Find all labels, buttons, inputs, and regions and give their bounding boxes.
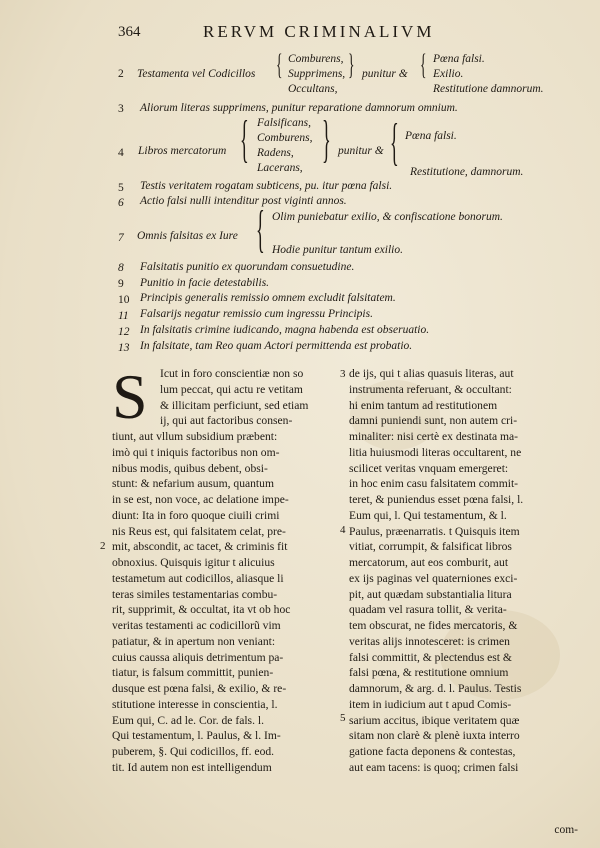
text-line: ij, qui aut factoribus consen- xyxy=(160,414,293,428)
summary-text: In falsitate, tam Reo quam Actori permittenda est probatio. xyxy=(140,340,413,352)
summary-text: Punitio in facie detestabilis. xyxy=(140,277,270,289)
text-line: teret, & puniendus esset pœna falsi, l. xyxy=(349,493,524,506)
text-line: pit, aut quædam substantialia litura xyxy=(349,587,512,601)
summary-penalty: Restitutione, damnorum. xyxy=(410,166,524,178)
summary-penalty: Exilio. xyxy=(433,68,464,80)
summary-verb: Falsificans, xyxy=(257,117,311,129)
summary-penalty: Pœna falsi. xyxy=(433,53,485,65)
summary-number: 3 xyxy=(118,103,124,115)
summary-number: 13 xyxy=(118,342,130,354)
text-line: damni puniendi sunt, non autem cri- xyxy=(349,414,518,428)
text-line: veritas alijs innotesceret: is crimen xyxy=(349,634,510,648)
summary-number: 11 xyxy=(118,310,129,322)
text-line: damnorum, & arg. d. l. Paulus. Testis xyxy=(349,682,522,695)
summary-verb: Comburens, xyxy=(257,132,313,144)
summary-lead: Omnis falsitas ex Iure xyxy=(137,230,238,242)
left-column xyxy=(160,366,340,429)
summary-branch: Olim puniebatur exilio, & confiscatione bonorum. xyxy=(272,211,503,223)
text-line: falsi committit, & plectendus est & xyxy=(349,650,512,664)
text-line: in se est, non voce, ac delatione impe- xyxy=(112,493,289,506)
summary-verb: Comburens, xyxy=(288,53,344,65)
text-line: patiatur, & in apertum non veniant: xyxy=(112,634,276,648)
text-line: mit, abscondit, ac tacet, & criminis fit xyxy=(112,540,288,554)
text-line: Eum qui, l. Qui testamentum, & l. xyxy=(349,508,507,522)
brace-icon: { xyxy=(276,48,283,81)
text-line: veritas testamenti ac codicillorũ vim xyxy=(112,619,281,632)
text-line: nibus modis, quibus debent, obsi- xyxy=(112,461,268,475)
text-line: diunt: Ita in foro quoque ciuili crimi xyxy=(112,508,280,522)
summary-text: Falsarijs negatur remissio cum ingressu Principis. xyxy=(140,308,373,320)
text-line: instrumenta referuant, & occultant: xyxy=(349,382,512,396)
summary-text: Actio falsi nulli intenditur post viginti annos. xyxy=(140,195,347,207)
running-title: RERVM CRIMINALIVM xyxy=(203,22,435,41)
summary-text: Principis generalis remissio omnem excludit falsitatem. xyxy=(140,292,396,304)
text-line: sitam non clarè & plenè iuxta interro xyxy=(349,729,520,743)
summary-number: 2 xyxy=(118,68,124,80)
text-line: sarium accitus, ibique veritatem quæ xyxy=(349,713,520,727)
text-line: quadam vel rasura tollit, & verita- xyxy=(349,603,507,617)
text-line: stitutione interesse in conscientia, l. xyxy=(112,697,278,711)
text-line: gatione facta deponens & contestas, xyxy=(349,745,516,758)
margin-number: 5 xyxy=(340,712,346,724)
summary-text: Falsitatis punitio ex quorundam consuetudine. xyxy=(140,261,355,273)
summary-verb: Supprimens, xyxy=(288,68,346,80)
drop-capital: S xyxy=(112,361,148,432)
summary-number: 6 xyxy=(118,197,124,209)
text-line: rit, supprimit, & occultat, ita vt ob hoc xyxy=(112,603,291,617)
summary-verb: Occultans, xyxy=(288,83,338,95)
margin-number: 2 xyxy=(100,540,106,552)
page-number: 364 xyxy=(118,24,141,40)
text-line: & illicitam perficiunt, sed etiam xyxy=(160,398,309,412)
text-line: minaliter: nisi certè ex destinata ma- xyxy=(349,430,519,443)
summary-number: 10 xyxy=(118,294,130,306)
brace-icon: } xyxy=(322,111,331,168)
summary-lead: Testamenta vel Codicillos xyxy=(137,68,256,80)
text-line: obnoxius. Quisquis igitur t alicuius xyxy=(112,556,275,569)
summary-penalty: Pœna falsi. xyxy=(405,130,457,142)
catchword: com- xyxy=(554,824,578,836)
text-line: nis Reus est, qui falsitatem celat, pre- xyxy=(112,524,286,538)
text-line: mercatorum, aut eos comburit, aut xyxy=(349,556,509,569)
summary-mid: punitur & xyxy=(338,145,384,157)
text-line: aut eam tacens: is quoq; crimen falsi xyxy=(349,760,519,774)
text-line: Icut in foro conscientiæ non so xyxy=(160,367,304,380)
summary-number: 7 xyxy=(118,232,124,244)
summary-number: 5 xyxy=(118,182,124,194)
text-line: teras similes testamentarias combu- xyxy=(112,587,278,601)
summary-penalty: Restitutione damnorum. xyxy=(433,83,544,95)
summary-text: Testis veritatem rogatam subticens, pu. itur pœna falsi. xyxy=(140,180,393,192)
summary-mid: punitur & xyxy=(362,68,408,80)
margin-number: 3 xyxy=(340,368,346,380)
summary-number: 8 xyxy=(118,262,124,274)
text-line: litia huiusmodi literas occultarent, ne xyxy=(349,445,522,459)
text-line: in hoc enim casu falsitatem commit- xyxy=(349,477,519,491)
text-line: imò qui t iniquis factoribus non om- xyxy=(112,445,280,459)
brace-icon: { xyxy=(256,201,265,258)
brace-icon: } xyxy=(348,48,355,81)
text-line: testametum aut codicillos, aliasque li xyxy=(112,571,284,585)
brace-icon: { xyxy=(420,48,427,81)
summary-number: 4 xyxy=(118,147,124,159)
text-line: stunt: & nefarium ausum, quantum xyxy=(112,477,274,491)
text-line: Paulus, præenarratis. t Quisquis item xyxy=(349,524,520,538)
text-line: cuius caussa aliquis detrimentum pa- xyxy=(112,650,284,664)
text-line: falsi pœna, & restitutione omnium xyxy=(349,666,509,680)
text-line: tem obscurat, ne fides mercatoris, & xyxy=(349,619,518,632)
text-line: vitiat, corrumpit, & falsificat libros xyxy=(349,540,512,554)
summary-number: 12 xyxy=(118,326,130,338)
summary-lead: Libros mercatorum xyxy=(138,145,227,157)
text-line: Qui testamentum, l. Paulus, & l. Im- xyxy=(112,729,281,743)
text-line: hi enim tantum ad restitutionem xyxy=(349,398,498,412)
left-column-cont xyxy=(112,429,340,776)
summary-verb: Lacerans, xyxy=(257,162,303,174)
summary-number: 9 xyxy=(118,278,124,290)
text-line: puberem, §. Qui codicillos, ff. eod. xyxy=(112,745,275,758)
right-column xyxy=(349,366,579,776)
summary-text: In falsitatis crimine iudicando, magna habenda est obseruatio. xyxy=(140,324,430,336)
text-line: tiunt, aut vllum subsidium præbent: xyxy=(112,430,278,443)
text-line: ex ijs paginas vel quaterniones exci- xyxy=(349,571,518,585)
text-line: tiatur, is falsum committit, punien- xyxy=(112,666,274,680)
summary-verb: Radens, xyxy=(257,147,294,159)
text-line: item in iudicium aut t apud Comis- xyxy=(349,697,512,711)
text-line: de ijs, qui t alias quasuis literas, aut xyxy=(349,367,514,380)
brace-icon: { xyxy=(240,111,249,168)
text-line: scilicet veritas vnquam emergeret: xyxy=(349,461,509,475)
brace-icon: { xyxy=(390,114,399,171)
text-line: lum peccat, qui actu re vetitam xyxy=(160,382,303,396)
summary-text: Aliorum literas supprimens, punitur reparatione damnorum omnium. xyxy=(140,102,458,114)
text-line: Eum qui, C. ad le. Cor. de fals. l. xyxy=(112,713,264,727)
text-line: dusque est pœna falsi, & exilio, & re- xyxy=(112,682,287,695)
summary-branch: Hodie punitur tantum exilio. xyxy=(272,244,403,256)
margin-number: 4 xyxy=(340,524,346,536)
text-line: tit. Id autem non est intelligendum xyxy=(112,760,272,774)
